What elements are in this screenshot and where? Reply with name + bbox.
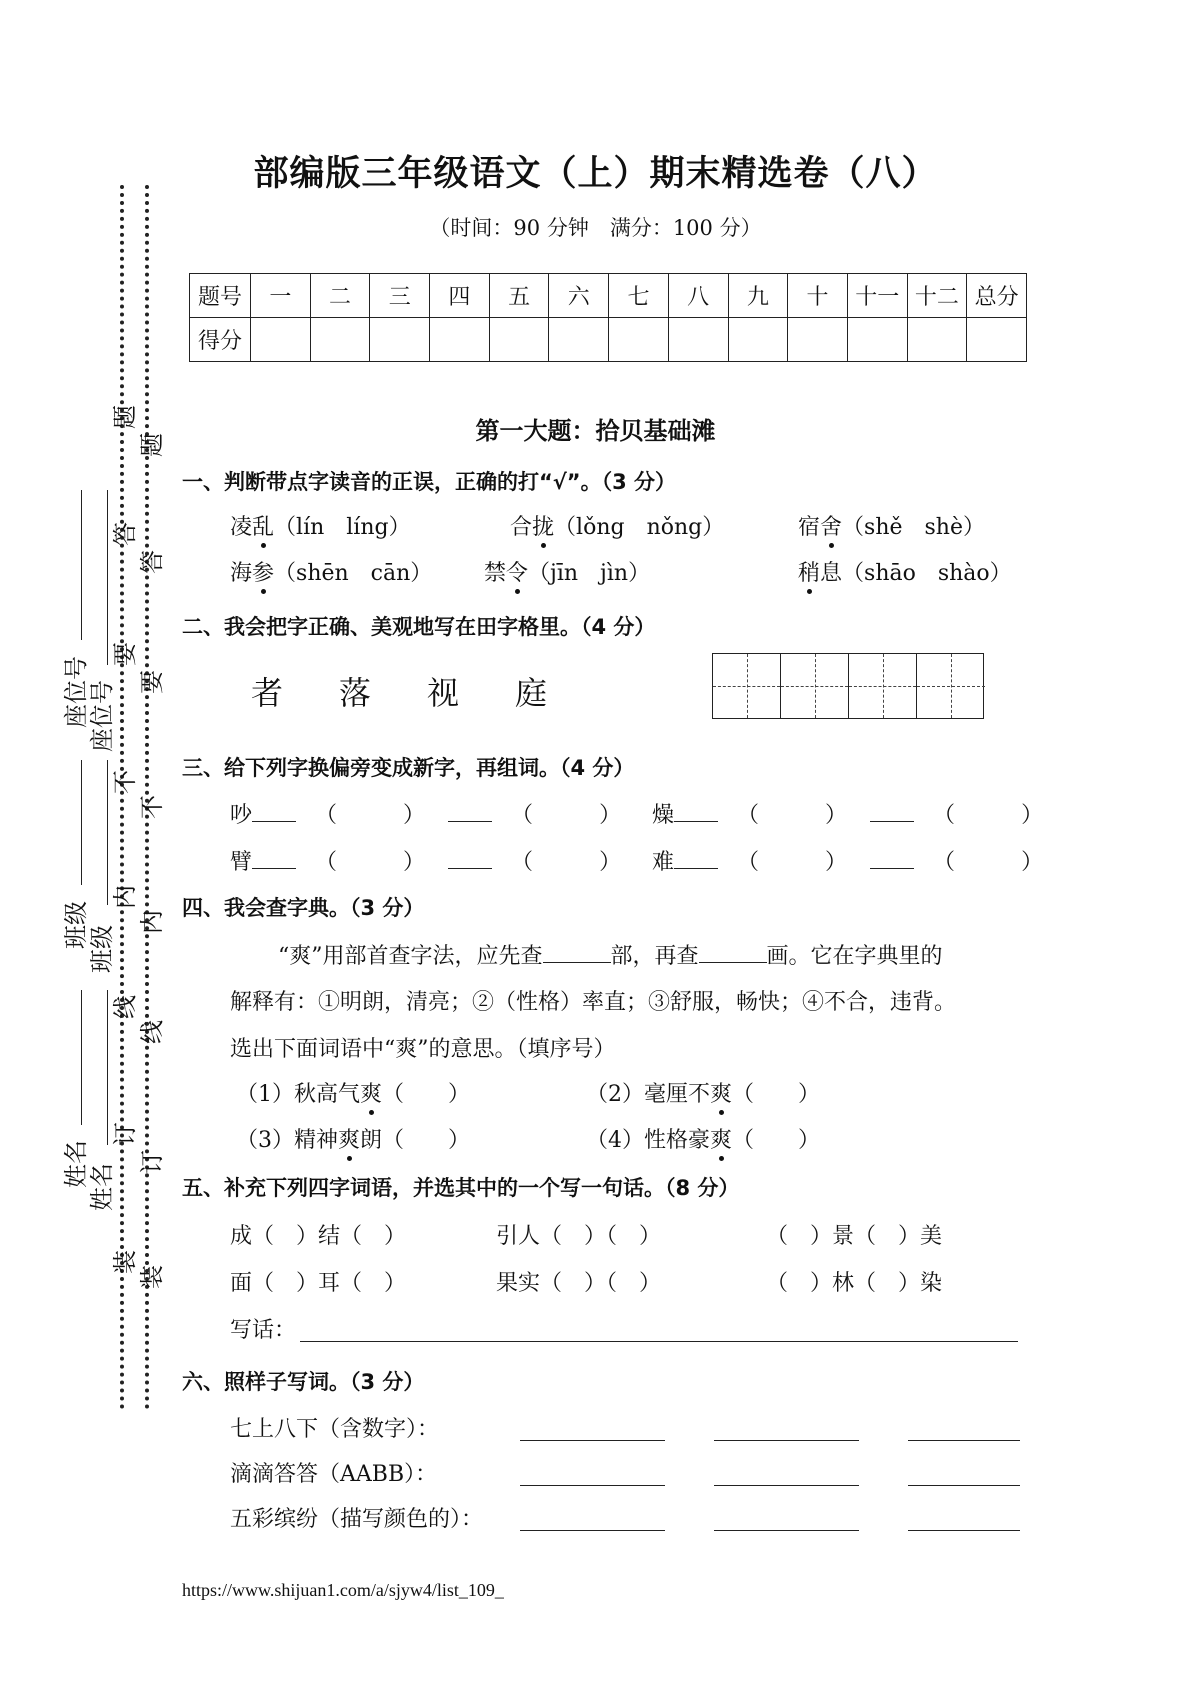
word-text: 宿 <box>798 515 821 540</box>
score-cell[interactable] <box>668 318 728 362</box>
class-fill-line[interactable] <box>81 760 82 885</box>
radical-item <box>230 798 621 829</box>
dictionary-line <box>278 939 943 970</box>
answer-blank[interactable] <box>674 821 718 822</box>
writing-char: 落 <box>339 674 372 712</box>
score-cell[interactable] <box>430 318 490 362</box>
score-cell[interactable] <box>907 318 967 362</box>
seat-fill-line[interactable] <box>107 490 108 665</box>
word-pattern-label: 滴滴答答（AABB）： <box>230 1462 438 1487</box>
word-answer-line[interactable] <box>714 1485 859 1486</box>
dotted-char: 爽 <box>710 1077 732 1108</box>
idiom-item[interactable]: 果实（ ）（ ） <box>496 1271 662 1296</box>
answer-blank[interactable] <box>870 868 914 869</box>
binding-char: 订 <box>138 1150 166 1174</box>
word-text: 息 <box>820 561 843 586</box>
page-title: 部编版三年级语文（上）期末精选卷（八） <box>253 153 938 194</box>
meaning-item <box>586 1077 820 1108</box>
score-table-column: 总分 <box>967 274 1027 318</box>
writing-char: 视 <box>427 674 460 712</box>
score-table-column: 十一 <box>847 274 907 318</box>
paren: ） <box>403 850 426 875</box>
word-answer-line[interactable] <box>714 1530 859 1531</box>
idiom-item[interactable]: 面（ ）耳（ ） <box>230 1271 407 1296</box>
dictionary-instruction: 选出下面词语中“爽”的意思。（填序号） <box>230 1037 616 1062</box>
question-4-title: 四、我会查字典。（3 分） <box>182 896 425 920</box>
paren: （ <box>511 803 534 828</box>
name-fill-line[interactable] <box>81 990 82 1125</box>
paren: （ <box>933 803 956 828</box>
binding-char: 内 <box>111 885 139 909</box>
score-table-header-row <box>190 274 1027 318</box>
dictionary-text: 画。它在字典里的 <box>766 944 943 969</box>
word-answer-line[interactable] <box>908 1485 1020 1486</box>
score-cell[interactable] <box>549 318 609 362</box>
dotted-char: 舍 <box>820 510 842 541</box>
answer-blank[interactable] <box>252 821 296 822</box>
binding-char: 装 <box>111 1250 139 1274</box>
pinyin-item <box>484 556 650 587</box>
score-cell[interactable] <box>609 318 669 362</box>
exam-time-info: （时间：90 分钟 满分：100 分） <box>429 216 762 240</box>
meaning-text: （3）精神 <box>236 1128 338 1153</box>
class-label: 班级 <box>88 925 116 973</box>
word-text: 合 <box>510 515 533 540</box>
idiom-item[interactable]: （ ）景（ ）美 <box>766 1224 943 1249</box>
word-answer-line[interactable] <box>520 1440 665 1441</box>
dictionary-text: 部，再查 <box>610 944 699 969</box>
meaning-answer[interactable]: （ ） <box>732 1128 821 1153</box>
score-table-column: 九 <box>728 274 788 318</box>
score-table-column: 七 <box>609 274 669 318</box>
question-6-title: 六、照样子写词。（3 分） <box>182 1370 425 1394</box>
meaning-item <box>236 1077 470 1108</box>
word-pattern-label: 五彩缤纷（描写颜色的）： <box>230 1507 484 1532</box>
score-table-column: 五 <box>489 274 549 318</box>
paren: （ <box>737 850 760 875</box>
paren: （ <box>737 803 760 828</box>
pinyin-item <box>798 556 1012 587</box>
score-table-label: 题号 <box>190 274 251 318</box>
binding-char: 不 <box>111 770 139 794</box>
meaning-text: （2）毫厘不 <box>586 1082 710 1107</box>
pinyin-item <box>798 510 985 541</box>
score-cell[interactable] <box>310 318 370 362</box>
binding-char: 题 <box>111 405 139 429</box>
dotted-char: 参 <box>252 556 274 587</box>
score-cell[interactable] <box>489 318 549 362</box>
pinyin-options: （shāo shào） <box>842 561 1012 586</box>
word-pattern-label: 七上八下（含数字）： <box>230 1417 440 1442</box>
score-table-column: 二 <box>310 274 370 318</box>
score-cell[interactable] <box>251 318 311 362</box>
meaning-text: （4）性格豪 <box>586 1128 710 1153</box>
paren: （ <box>315 850 338 875</box>
paren: ） <box>599 803 622 828</box>
binding-char: 订 <box>111 1122 139 1146</box>
source-char: 燥 <box>652 803 675 828</box>
pinyin-options: （shēn cān） <box>274 561 433 586</box>
radical-item <box>230 845 621 876</box>
pinyin-item <box>510 510 724 541</box>
meaning-answer[interactable]: 朗（ ） <box>360 1128 471 1153</box>
word-text: 凌 <box>230 515 253 540</box>
meaning-item <box>236 1123 470 1154</box>
answer-blank[interactable] <box>252 868 296 869</box>
score-table-score-row <box>190 318 1027 362</box>
dotted-char: 拢 <box>532 510 554 541</box>
score-table-column: 十二 <box>907 274 967 318</box>
source-char: 臂 <box>230 850 253 875</box>
name-label: 姓名 <box>62 1140 90 1188</box>
score-cell[interactable] <box>788 318 848 362</box>
binding-char: 内 <box>138 910 166 934</box>
paren: （ <box>315 803 338 828</box>
paren: （ <box>933 850 956 875</box>
score-table-label: 得分 <box>190 318 251 362</box>
binding-char: 装 <box>138 1265 166 1289</box>
class-label: 班级 <box>62 901 90 949</box>
tianzige-cell[interactable] <box>781 654 849 718</box>
paren: ） <box>403 803 426 828</box>
score-cell[interactable] <box>728 318 788 362</box>
tianzige-cell[interactable] <box>849 654 917 718</box>
answer-blank[interactable] <box>674 868 718 869</box>
binding-char: 答 <box>138 550 166 574</box>
word-answer-line[interactable] <box>908 1440 1020 1441</box>
question-5-title: 五、补充下列四字词语，并选其中的一个写一句话。（8 分） <box>182 1176 740 1200</box>
binding-char: 不 <box>138 795 166 819</box>
pinyin-item <box>230 556 432 587</box>
question-3-title: 三、给下列字换偏旁变成新字，再组词。（4 分） <box>182 756 635 780</box>
seat-label: 座位号 <box>88 680 116 752</box>
pinyin-options: （lín líng） <box>274 515 411 540</box>
writing-characters <box>251 668 603 714</box>
paren: ） <box>825 803 848 828</box>
dotted-char: 爽 <box>710 1123 732 1154</box>
pinyin-options: （shě shè） <box>842 515 985 540</box>
dotted-char: 令 <box>506 556 528 587</box>
dotted-char: 稍 <box>798 556 820 587</box>
word-text: 禁 <box>484 561 507 586</box>
meaning-item <box>586 1123 820 1154</box>
word-answer-line[interactable] <box>714 1440 859 1441</box>
footer-url[interactable]: https://www.shijuan1.com/a/sjyw4/list_109_ <box>182 1580 504 1600</box>
tianzige-cell[interactable] <box>713 654 781 718</box>
writing-char: 者 <box>251 674 284 712</box>
source-char: 吵 <box>230 803 253 828</box>
score-cell[interactable] <box>847 318 907 362</box>
stroke-count-blank[interactable] <box>699 962 767 963</box>
idiom-item[interactable]: 成（ ）结（ ） <box>230 1224 407 1249</box>
score-cell[interactable] <box>370 318 430 362</box>
word-answer-line[interactable] <box>520 1530 665 1531</box>
radical-item <box>652 845 1043 876</box>
dictionary-text: “爽”用部首查字法，应先查 <box>278 944 543 969</box>
word-text: 海 <box>230 561 253 586</box>
score-table-column: 三 <box>370 274 430 318</box>
binding-char: 题 <box>138 433 166 457</box>
tianzige-cell[interactable] <box>917 654 985 718</box>
idiom-item[interactable]: 引人（ ）（ ） <box>496 1224 662 1249</box>
section-title: 第一大题：拾贝基础滩 <box>475 417 716 445</box>
binding-char: 线 <box>111 995 139 1019</box>
score-table-column: 十 <box>788 274 848 318</box>
score-table-column: 四 <box>430 274 490 318</box>
seat-label: 座位号 <box>62 656 90 728</box>
source-char: 难 <box>652 850 675 875</box>
class-fill-line[interactable] <box>107 760 108 905</box>
writing-char: 庭 <box>515 674 548 712</box>
write-sentence-label: 写话： <box>230 1318 297 1343</box>
dotted-char: 爽 <box>360 1077 382 1108</box>
binding-dotted-line-outer <box>120 185 124 1410</box>
answer-blank[interactable] <box>448 868 492 869</box>
paren: ） <box>1021 803 1044 828</box>
word-answer-line[interactable] <box>520 1485 665 1486</box>
seat-fill-line[interactable] <box>81 490 82 640</box>
question-2-title: 二、我会把字正确、美观地写在田字格里。（4 分） <box>182 615 656 639</box>
pinyin-options: （lǒng nǒng） <box>554 515 725 540</box>
word-answer-line[interactable] <box>908 1530 1020 1531</box>
score-table-column: 六 <box>549 274 609 318</box>
dotted-char: 乱 <box>252 510 274 541</box>
idiom-item[interactable]: （ ）林（ ）染 <box>766 1271 943 1296</box>
score-table-column: 八 <box>668 274 728 318</box>
paren: （ <box>511 850 534 875</box>
pinyin-options: （jīn jìn） <box>528 561 651 586</box>
paren: ） <box>1021 850 1044 875</box>
radical-item <box>652 798 1043 829</box>
paren: ） <box>825 850 848 875</box>
meaning-answer[interactable]: （ ） <box>732 1082 821 1107</box>
score-table-column: 一 <box>251 274 311 318</box>
answer-blank[interactable] <box>448 821 492 822</box>
meaning-text: （1）秋高气 <box>236 1082 360 1107</box>
name-label: 姓名 <box>88 1163 116 1211</box>
tianzige-grid <box>712 653 984 719</box>
meaning-answer[interactable]: （ ） <box>382 1082 471 1107</box>
binding-char: 要 <box>111 642 139 666</box>
dotted-char: 爽 <box>338 1123 360 1154</box>
name-fill-line[interactable] <box>107 990 108 1145</box>
score-table <box>189 273 1027 362</box>
paren: ） <box>599 850 622 875</box>
binding-char: 线 <box>138 1020 166 1044</box>
answer-blank[interactable] <box>870 821 914 822</box>
binding-char: 答 <box>111 522 139 546</box>
pinyin-item <box>230 510 411 541</box>
write-sentence-line[interactable] <box>300 1341 1018 1342</box>
question-1-title: 一、判断带点字读音的正误，正确的打“√”。（3 分） <box>182 470 677 494</box>
dictionary-definitions: 解释有：①明朗，清亮；②（性格）率直；③舒服，畅快；④不合，违背。 <box>230 990 957 1015</box>
binding-char: 要 <box>138 670 166 694</box>
score-cell[interactable] <box>967 318 1027 362</box>
radical-blank[interactable] <box>543 962 611 963</box>
